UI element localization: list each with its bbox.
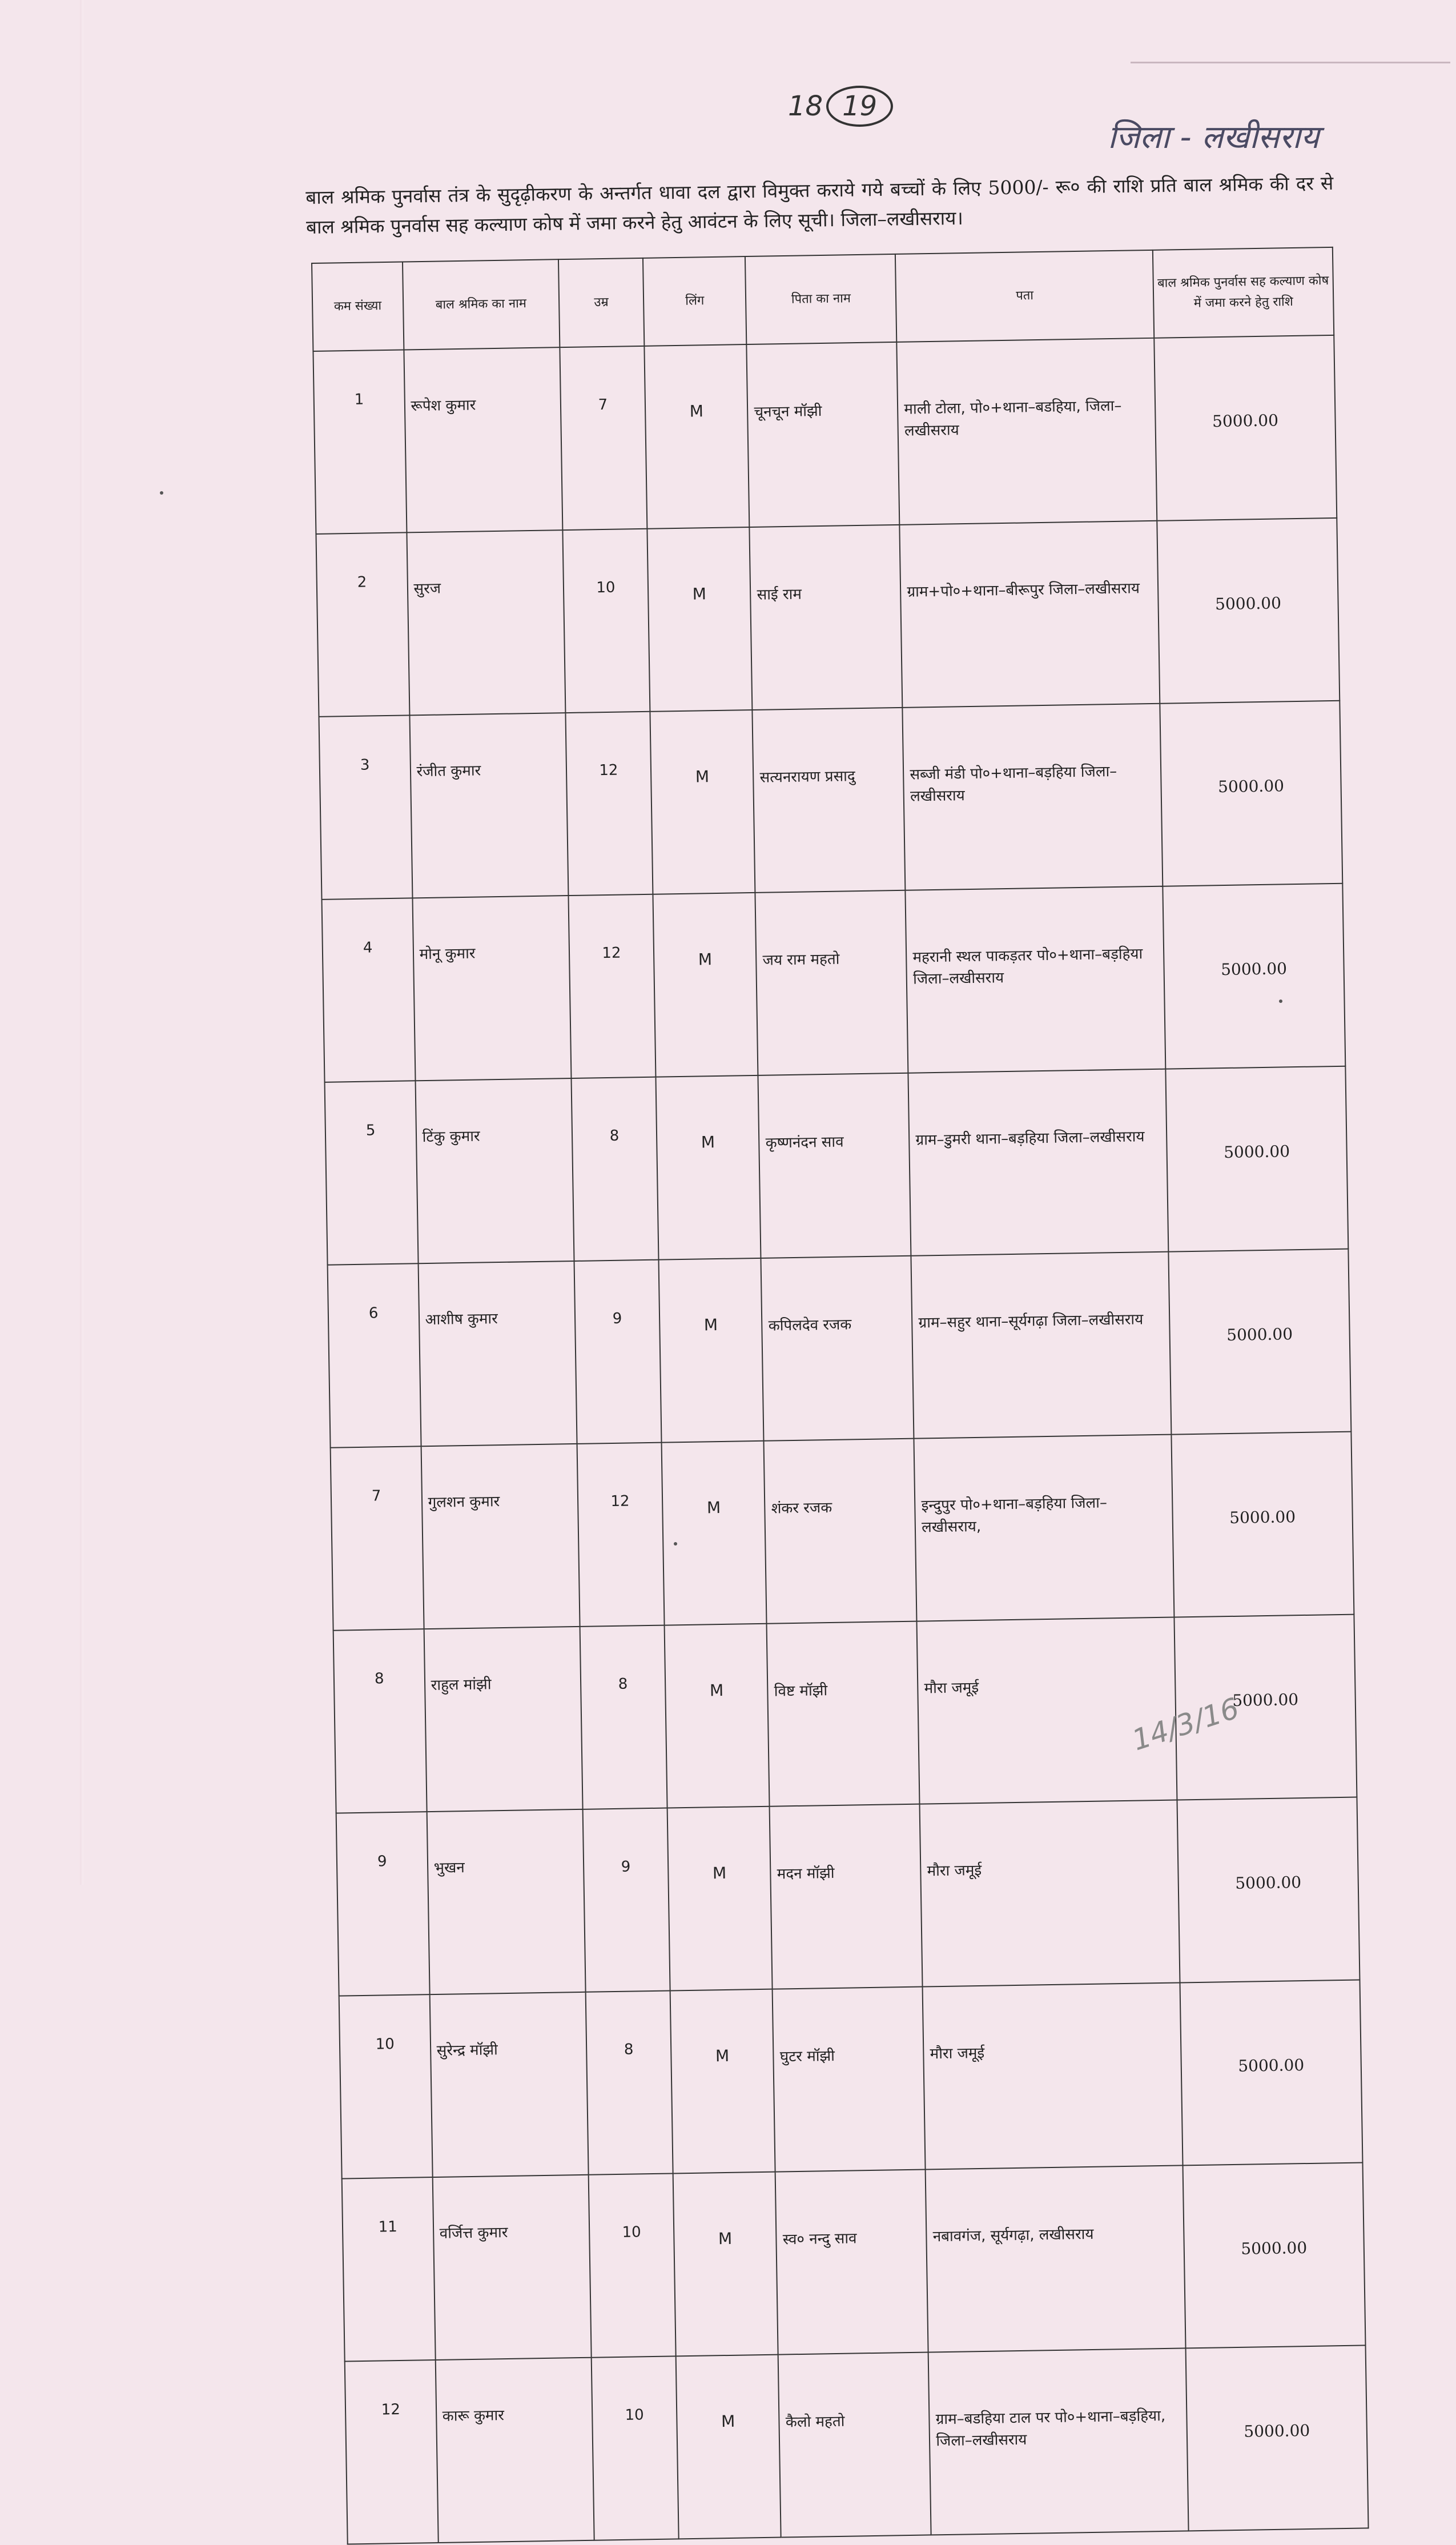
cell-age: 12 [565, 712, 653, 896]
header-father: पिता का नाम [745, 254, 896, 344]
cell-age: 12 [577, 1443, 664, 1627]
cell-serial: 7 [331, 1446, 424, 1630]
cell-age: 12 [568, 894, 655, 1078]
header-name: बाल श्रमिक का नाम [403, 259, 560, 350]
cell-sex: M [670, 1989, 775, 2174]
header-age: उम्र [558, 258, 645, 347]
table-row [336, 1797, 1360, 1996]
cell-age: 9 [582, 1808, 670, 1992]
table-row [313, 335, 1337, 534]
cell-amount: 5000.00 [1180, 1980, 1362, 2166]
cell-serial: 12 [345, 2360, 439, 2544]
cell-sex: M [661, 1441, 766, 1625]
cell-serial: 10 [339, 1994, 433, 2178]
cell-name: वर्जित्त कुमार [432, 2175, 591, 2360]
cell-sex: M [644, 344, 749, 529]
cell-amount: 5000.00 [1163, 884, 1345, 1069]
table-header-row [312, 247, 1334, 351]
cell-father: घुटर मॉझी [773, 1987, 926, 2172]
header-amount: बाल श्रमिक पुनर्वास सह कल्याण कोष में जमा करने हेतु राशि [1153, 247, 1334, 338]
cell-age: 7 [560, 346, 647, 530]
cell-address: मौरा जमूई [920, 1800, 1180, 1987]
table-row [328, 1249, 1352, 1448]
cell-father: कपिलदेव रजक [761, 1256, 914, 1441]
table-row [331, 1432, 1354, 1631]
cell-serial: 6 [328, 1263, 421, 1447]
cell-amount: 5000.00 [1168, 1249, 1351, 1435]
table-row [339, 1980, 1363, 2179]
cell-amount: 5000.00 [1154, 335, 1337, 521]
cell-address: महरानी स्थल पाकड़तर पो०+थाना–बड़हिया जिला–लखीसराय [906, 886, 1166, 1073]
cell-sex: M [647, 527, 752, 712]
cell-name: गुलशन कुमार [421, 1444, 580, 1629]
cell-sex: M [665, 1624, 770, 1808]
cell-father: कृष्णनंदन साव [758, 1073, 911, 1258]
cell-father: स्व० नन्दु साव [775, 2170, 928, 2355]
scan-speck [1279, 999, 1282, 1003]
cell-serial: 11 [342, 2177, 436, 2361]
document-heading: बाल श्रमिक पुनर्वास तंत्र के सुदृढ़ीकरण के अन्तर्गत धावा दल द्वारा विमुक्त कराये गये बच्चों के लिए 5000/- रू० की राशि प्रति बाल श्रमिक की दर से बाल श्रमिक पुनर्वास सह कल्याण कोष में जमा करने हेतु आवंटन के लिए सूची। जिला–लखीसराय। [305, 171, 1334, 238]
cell-name: टिंकु कुमार [415, 1078, 574, 1263]
cell-serial: 1 [313, 350, 407, 533]
cell-serial: 5 [325, 1081, 419, 1265]
cell-age: 8 [571, 1077, 658, 1261]
page-number-circled: 19 [826, 86, 893, 127]
cell-sex: M [667, 1807, 773, 1991]
header-serial: कम संख्या [312, 262, 404, 351]
page-number [788, 86, 893, 127]
cell-serial: 8 [333, 1629, 427, 1813]
cell-address: ग्राम–बडहिया टाल पर पो०+थाना–बड़हिया, जिला–लखीसराय [928, 2348, 1189, 2535]
table-row [319, 701, 1342, 900]
cell-amount: 5000.00 [1165, 1066, 1348, 1252]
cell-serial: 9 [336, 1812, 430, 1996]
cell-address: नबावगंज, सूर्यगढ़ा, लखीसराय [926, 2165, 1186, 2352]
cell-name: रंजीत कुमार [409, 713, 568, 898]
cell-address: माली टोला, पो०+थाना–बडहिया, जिला–लखीसराय [897, 338, 1157, 525]
cell-serial: 4 [322, 898, 416, 1082]
allocation-table-wrapper [311, 247, 1369, 2545]
cell-address: इन्दुपुर पो०+थाना–बड़हिया जिला–लखीसराय, [914, 1435, 1175, 1621]
cell-name: राहुल मांझी [424, 1627, 582, 1812]
table-row [345, 2345, 1369, 2544]
page-number-prefix: 18 [788, 90, 823, 122]
cell-father: कैलो महतो [778, 2352, 931, 2537]
page-fold [80, 0, 83, 1885]
cell-father: शंकर रजक [764, 1439, 917, 1624]
cell-name: कारू कुमार [435, 2358, 594, 2543]
cell-name: भुखन [427, 1809, 585, 1994]
cell-sex: M [673, 2172, 778, 2357]
cell-amount: 5000.00 [1157, 518, 1340, 704]
header-sex: लिंग [643, 256, 747, 346]
cell-sex: M [676, 2355, 781, 2539]
cell-address: ग्राम–सहुर थाना–सूर्यगढ़ा जिला–लखीसराय [911, 1252, 1172, 1439]
allocation-table [311, 247, 1369, 2545]
cell-sex: M [650, 710, 755, 894]
cell-age: 10 [592, 2356, 679, 2540]
table-row [342, 2162, 1366, 2361]
cell-father: चूनचून मॉझी [747, 342, 900, 527]
cell-amount: 5000.00 [1171, 1432, 1354, 1617]
cell-sex: M [653, 893, 758, 1077]
cell-name: रूपेश कुमार [404, 347, 562, 532]
scan-speck [674, 1542, 677, 1546]
cell-address: मौरा जमूई [923, 1982, 1183, 2169]
cell-name: आशीष कुमार [418, 1261, 577, 1446]
cell-age: 8 [585, 1991, 673, 2175]
table-row [322, 884, 1346, 1082]
cell-serial: 2 [316, 532, 409, 716]
page-edge-line [1131, 62, 1450, 63]
cell-address: ग्राम–डुमरी थाना–बड़हिया जिला–लखीसराय [908, 1069, 1169, 1256]
cell-name: सुरज [407, 530, 565, 715]
cell-address: मौरा जमूई [917, 1617, 1177, 1804]
cell-address: सब्जी मंडी पो०+थाना–बड़हिया जिला–लखीसराय [903, 704, 1163, 890]
table-row [325, 1066, 1349, 1265]
cell-father: साई राम [750, 525, 903, 710]
signature-date: 14/3/16 [1128, 1691, 1243, 1757]
scan-speck [160, 491, 163, 495]
cell-serial: 3 [319, 715, 412, 899]
cell-father: जय राम महतो [755, 890, 908, 1075]
cell-father: सत्यनरायण प्रसादु [753, 708, 906, 893]
cell-father: मदन मॉझी [770, 1804, 923, 1989]
cell-age: 10 [588, 2173, 675, 2357]
district-label: जिला - लखीसराय [1108, 119, 1320, 156]
cell-sex: M [655, 1075, 761, 1260]
cell-amount: 5000.00 [1177, 1797, 1360, 1983]
cell-amount: 5000.00 [1185, 2345, 1368, 2531]
cell-sex: M [658, 1258, 763, 1443]
cell-name: सुरेन्द्र मॉझी [429, 1992, 588, 2177]
table-row [316, 518, 1340, 717]
cell-age: 10 [562, 529, 650, 713]
cell-address: ग्राम+पो०+थाना–बीरूपुर जिला–लखीसराय [900, 521, 1160, 708]
cell-amount: 5000.00 [1160, 701, 1342, 886]
cell-age: 9 [574, 1260, 661, 1444]
cell-name: मोनू कुमार [412, 896, 571, 1081]
cell-age: 8 [580, 1625, 667, 1809]
header-address: पता [895, 250, 1154, 342]
cell-amount: 5000.00 [1183, 2162, 1365, 2348]
cell-amount: 5000.00 [1174, 1615, 1357, 1800]
cell-father: विष्ट मॉझी [767, 1621, 920, 1807]
